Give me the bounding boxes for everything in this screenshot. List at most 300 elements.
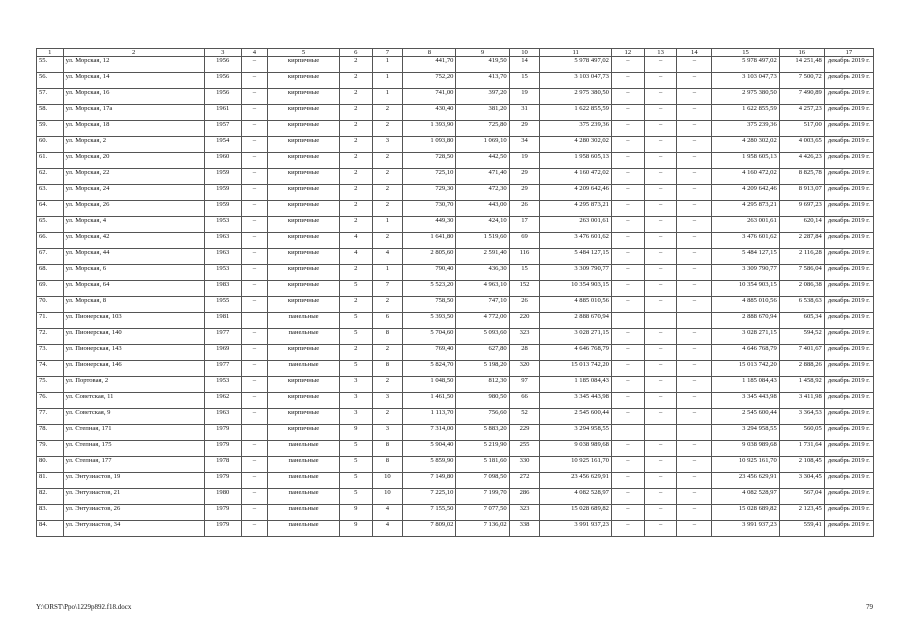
table-cell-col-10: 323 <box>509 329 540 345</box>
table-cell-col-14: – <box>677 201 712 217</box>
table-cell-col-12: – <box>611 121 644 137</box>
table-cell-col-3: 1956 <box>204 73 241 89</box>
table-cell-col-17: декабрь 2019 г. <box>824 137 873 153</box>
table-cell-col-9: 5 883,20 <box>456 425 509 441</box>
table-cell-col-17: декабрь 2019 г. <box>824 409 873 425</box>
table-cell-col-4: – <box>241 217 268 233</box>
table-cell-col-10: 229 <box>509 425 540 441</box>
table-cell-col-2: ул. Морская, 16 <box>63 89 204 105</box>
table-cell-col-14: – <box>677 57 712 73</box>
column-number-2: 2 <box>63 49 204 57</box>
table-cell-col-8: 5 393,50 <box>403 313 456 329</box>
table-cell-col-11: 5 484 127,15 <box>540 249 612 265</box>
table-cell-col-5: кирпичные <box>268 185 340 201</box>
table-cell-col-15: 5 484 127,15 <box>712 249 780 265</box>
table-cell-col-17: декабрь 2019 г. <box>824 345 873 361</box>
column-number-3: 3 <box>204 49 241 57</box>
table-cell-col-4: – <box>241 185 268 201</box>
table-cell-col-9: 812,30 <box>456 377 509 393</box>
table-cell-col-12: – <box>611 169 644 185</box>
table-cell-col-3: 1963 <box>204 233 241 249</box>
table-cell-col-1: 83. <box>37 505 64 521</box>
table-cell-col-8: 7 155,50 <box>403 505 456 521</box>
table-cell-col-15: 5 978 497,02 <box>712 57 780 73</box>
table-cell-col-13: – <box>644 265 677 281</box>
column-number-1: 1 <box>37 49 64 57</box>
table-cell-col-14: – <box>677 345 712 361</box>
table-row <box>37 521 874 537</box>
table-cell-col-10: 255 <box>509 441 540 457</box>
table-cell-col-11: 4 295 873,21 <box>540 201 612 217</box>
table-cell-col-1: 61. <box>37 153 64 169</box>
table-cell-col-8: 729,30 <box>403 185 456 201</box>
table-row <box>37 329 874 345</box>
table-cell-col-3: 1963 <box>204 249 241 265</box>
table-cell-col-17: декабрь 2019 г. <box>824 249 873 265</box>
table-cell-col-12: – <box>611 201 644 217</box>
table-cell-col-3: 1953 <box>204 217 241 233</box>
table-cell-col-16: 2 123,45 <box>779 505 824 521</box>
table-cell-col-11: 3 476 601,62 <box>540 233 612 249</box>
table-cell-col-11: 23 456 629,91 <box>540 473 612 489</box>
table-cell-col-4: – <box>241 281 268 297</box>
table-cell-col-17: декабрь 2019 г. <box>824 57 873 73</box>
table-cell-col-6: 5 <box>339 313 372 329</box>
table-cell-col-4: – <box>241 409 268 425</box>
table-cell-col-2: ул. Морская, 44 <box>63 249 204 265</box>
table-cell-col-14: – <box>677 393 712 409</box>
table-cell-col-9: 436,30 <box>456 265 509 281</box>
table-cell-col-16: 517,00 <box>779 121 824 137</box>
table-cell-col-13: – <box>644 89 677 105</box>
table-cell-col-1: 67. <box>37 249 64 265</box>
table-cell-col-14: – <box>677 377 712 393</box>
table-cell-col-11: 375 239,36 <box>540 121 612 137</box>
table-cell-col-3: 1957 <box>204 121 241 137</box>
table-cell-col-3: 1979 <box>204 441 241 457</box>
table-cell-col-16: 8 825,78 <box>779 169 824 185</box>
table-cell-col-4: – <box>241 297 268 313</box>
table-cell-col-11: 3 991 937,23 <box>540 521 612 537</box>
table-cell-col-10: 320 <box>509 361 540 377</box>
table-cell-col-6: 3 <box>339 409 372 425</box>
table-cell-col-8: 769,40 <box>403 345 456 361</box>
table-cell-col-5: панельные <box>268 521 340 537</box>
column-number-11: 11 <box>540 49 612 57</box>
table-cell-col-10: 28 <box>509 345 540 361</box>
table-cell-col-14: – <box>677 297 712 313</box>
table-cell-col-14: – <box>677 137 712 153</box>
table-cell-col-1: 58. <box>37 105 64 121</box>
table-cell-col-13: – <box>644 345 677 361</box>
table-cell-col-15: 4 885 010,56 <box>712 297 780 313</box>
table-cell-col-4: – <box>241 105 268 121</box>
table-cell-col-9: 4 772,00 <box>456 313 509 329</box>
table-cell-col-12: – <box>611 377 644 393</box>
table-cell-col-8: 5 704,60 <box>403 329 456 345</box>
table-cell-col-5: кирпичные <box>268 409 340 425</box>
table-cell-col-7: 8 <box>372 329 403 345</box>
table-row <box>37 105 874 121</box>
table-cell-col-11: 1 185 084,43 <box>540 377 612 393</box>
table-cell-col-14: – <box>677 169 712 185</box>
table-cell-col-12: – <box>611 297 644 313</box>
table-cell-col-12: – <box>611 153 644 169</box>
table-cell-col-8: 1 113,70 <box>403 409 456 425</box>
table-cell-col-9: 1 069,10 <box>456 137 509 153</box>
table-cell-col-14 <box>677 425 712 441</box>
table-cell-col-9: 5 181,60 <box>456 457 509 473</box>
table-cell-col-1: 77. <box>37 409 64 425</box>
table-cell-col-15: 3 345 443,98 <box>712 393 780 409</box>
table-cell-col-13: – <box>644 105 677 121</box>
table-cell-col-9: 413,70 <box>456 73 509 89</box>
table-row <box>37 265 874 281</box>
table-cell-col-12: – <box>611 217 644 233</box>
table-cell-col-3: 1956 <box>204 57 241 73</box>
table-cell-col-2: ул. Энтузиастов, 34 <box>63 521 204 537</box>
table-cell-col-5: кирпичные <box>268 57 340 73</box>
table-cell-col-13 <box>644 425 677 441</box>
table-cell-col-6: 2 <box>339 57 372 73</box>
table-cell-col-4: – <box>241 457 268 473</box>
table-cell-col-5: кирпичные <box>268 121 340 137</box>
table-cell-col-11: 1 958 605,13 <box>540 153 612 169</box>
table-cell-col-16: 3 304,45 <box>779 473 824 489</box>
table-cell-col-2: ул. Морская, 64 <box>63 281 204 297</box>
table-cell-col-13: – <box>644 441 677 457</box>
table-cell-col-6: 2 <box>339 169 372 185</box>
table-row <box>37 505 874 521</box>
table-cell-col-3: 1962 <box>204 393 241 409</box>
table-cell-col-17: декабрь 2019 г. <box>824 489 873 505</box>
table-cell-col-4: – <box>241 377 268 393</box>
column-number-8: 8 <box>403 49 456 57</box>
table-cell-col-17: декабрь 2019 г. <box>824 73 873 89</box>
table-cell-col-3: 1983 <box>204 281 241 297</box>
table-cell-col-4: – <box>241 153 268 169</box>
table-cell-col-5: кирпичные <box>268 377 340 393</box>
table-cell-col-14: – <box>677 185 712 201</box>
table-cell-col-11: 263 001,61 <box>540 217 612 233</box>
table-cell-col-16: 7 500,72 <box>779 73 824 89</box>
table-cell-col-1: 70. <box>37 297 64 313</box>
table-cell-col-15: 3 294 958,55 <box>712 425 780 441</box>
table-cell-col-7: 4 <box>372 521 403 537</box>
table-cell-col-12: – <box>611 345 644 361</box>
table-cell-col-12: – <box>611 393 644 409</box>
table-cell-col-15: 263 001,61 <box>712 217 780 233</box>
table-cell-col-1: 68. <box>37 265 64 281</box>
table-cell-col-15: 4 646 768,79 <box>712 345 780 361</box>
table-cell-col-1: 80. <box>37 457 64 473</box>
table-cell-col-17: декабрь 2019 г. <box>824 393 873 409</box>
table-cell-col-16: 594,52 <box>779 329 824 345</box>
table-cell-col-5: кирпичные <box>268 393 340 409</box>
table-cell-col-13: – <box>644 57 677 73</box>
table-cell-col-11: 4 160 472,02 <box>540 169 612 185</box>
table-cell-col-8: 2 805,60 <box>403 249 456 265</box>
table-cell-col-2: ул. Энтузиастов, 19 <box>63 473 204 489</box>
table-cell-col-16: 6 538,63 <box>779 297 824 313</box>
table-cell-col-16: 2 888,26 <box>779 361 824 377</box>
table-cell-col-14: – <box>677 441 712 457</box>
table-cell-col-3: 1979 <box>204 473 241 489</box>
table-cell-col-6: 9 <box>339 521 372 537</box>
table-cell-col-15: 3 103 047,73 <box>712 73 780 89</box>
table-cell-col-3: 1953 <box>204 377 241 393</box>
table-cell-col-8: 5 859,90 <box>403 457 456 473</box>
table-cell-col-8: 5 523,20 <box>403 281 456 297</box>
table-cell-col-17: декабрь 2019 г. <box>824 121 873 137</box>
table-cell-col-10: 97 <box>509 377 540 393</box>
table-cell-col-13: – <box>644 233 677 249</box>
table-cell-col-6: 2 <box>339 345 372 361</box>
table-row <box>37 345 874 361</box>
table-cell-col-15: 4 082 528,97 <box>712 489 780 505</box>
table-row <box>37 489 874 505</box>
table-cell-col-14: – <box>677 457 712 473</box>
table-row <box>37 121 874 137</box>
column-number-17: 17 <box>824 49 873 57</box>
table-cell-col-6: 9 <box>339 505 372 521</box>
table-cell-col-6: 5 <box>339 329 372 345</box>
table-cell-col-1: 72. <box>37 329 64 345</box>
table-cell-col-3: 1979 <box>204 425 241 441</box>
table-cell-col-15: 1 622 855,59 <box>712 105 780 121</box>
table-cell-col-10: 330 <box>509 457 540 473</box>
table-cell-col-6: 2 <box>339 265 372 281</box>
table-cell-col-5: кирпичные <box>268 249 340 265</box>
table-cell-col-16: 4 257,23 <box>779 105 824 121</box>
table-cell-col-7: 10 <box>372 489 403 505</box>
table-cell-col-17: декабрь 2019 г. <box>824 265 873 281</box>
table-cell-col-4: – <box>241 233 268 249</box>
table-cell-col-2: ул. Портовая, 2 <box>63 377 204 393</box>
table-cell-col-1: 75. <box>37 377 64 393</box>
table-cell-col-9: 471,40 <box>456 169 509 185</box>
table-cell-col-16: 1 458,92 <box>779 377 824 393</box>
table-cell-col-2: ул. Пионерская, 143 <box>63 345 204 361</box>
table-cell-col-13: – <box>644 329 677 345</box>
table-cell-col-3: 1959 <box>204 169 241 185</box>
address-program-table <box>36 48 874 537</box>
table-cell-col-5: кирпичные <box>268 169 340 185</box>
table-cell-col-8: 1 048,50 <box>403 377 456 393</box>
table-cell-col-5: панельные <box>268 489 340 505</box>
table-cell-col-3: 1980 <box>204 489 241 505</box>
table-cell-col-6: 2 <box>339 153 372 169</box>
table-cell-col-13: – <box>644 409 677 425</box>
table-cell-col-11: 15 028 689,82 <box>540 505 612 521</box>
table-cell-col-8: 441,70 <box>403 57 456 73</box>
table-row <box>37 361 874 377</box>
table-cell-col-13: – <box>644 201 677 217</box>
table-cell-col-5: кирпичные <box>268 105 340 121</box>
table-cell-col-3: 1959 <box>204 201 241 217</box>
table-cell-col-15: 3 991 937,23 <box>712 521 780 537</box>
table-cell-col-3: 1969 <box>204 345 241 361</box>
table-cell-col-13: – <box>644 505 677 521</box>
table-cell-col-2: ул. Степная, 177 <box>63 457 204 473</box>
table-cell-col-5: кирпичные <box>268 297 340 313</box>
table-cell-col-10: 323 <box>509 505 540 521</box>
table-cell-col-13: – <box>644 169 677 185</box>
table-cell-col-14: – <box>677 217 712 233</box>
table-cell-col-4: – <box>241 521 268 537</box>
table-cell-col-16: 2 116,28 <box>779 249 824 265</box>
table-cell-col-10: 19 <box>509 89 540 105</box>
table-cell-col-16: 8 913,07 <box>779 185 824 201</box>
table-cell-col-15: 2 888 670,94 <box>712 313 780 329</box>
table-cell-col-10: 29 <box>509 121 540 137</box>
table-cell-col-6: 4 <box>339 249 372 265</box>
table-row <box>37 473 874 489</box>
table-cell-col-12: – <box>611 441 644 457</box>
table-cell-col-14: – <box>677 489 712 505</box>
table-cell-col-3: 1954 <box>204 137 241 153</box>
table-cell-col-12: – <box>611 233 644 249</box>
table-cell-col-12: – <box>611 457 644 473</box>
table-cell-col-16: 2 086,38 <box>779 281 824 297</box>
table-cell-col-17: декабрь 2019 г. <box>824 361 873 377</box>
table-cell-col-5: панельные <box>268 361 340 377</box>
table-cell-col-1: 74. <box>37 361 64 377</box>
table-cell-col-13: – <box>644 361 677 377</box>
table-cell-col-3: 1959 <box>204 185 241 201</box>
table-cell-col-14 <box>677 313 712 329</box>
table-cell-col-6: 2 <box>339 297 372 313</box>
table-cell-col-8: 1 093,80 <box>403 137 456 153</box>
table-cell-col-12: – <box>611 409 644 425</box>
table-cell-col-17: декабрь 2019 г. <box>824 169 873 185</box>
table-cell-col-17: декабрь 2019 г. <box>824 217 873 233</box>
table-cell-col-5: панельные <box>268 473 340 489</box>
table-cell-col-13: – <box>644 457 677 473</box>
table-cell-col-2: ул. Советская, 11 <box>63 393 204 409</box>
table-cell-col-12: – <box>611 185 644 201</box>
table-cell-col-9: 725,80 <box>456 121 509 137</box>
table-cell-col-4: – <box>241 57 268 73</box>
table-cell-col-5: кирпичные <box>268 265 340 281</box>
table-cell-col-1: 82. <box>37 489 64 505</box>
table-cell-col-11: 15 013 742,20 <box>540 361 612 377</box>
table-cell-col-12: – <box>611 361 644 377</box>
table-cell-col-15: 10 354 903,15 <box>712 281 780 297</box>
table-cell-col-17: декабрь 2019 г. <box>824 153 873 169</box>
table-cell-col-13: – <box>644 377 677 393</box>
table-cell-col-7: 1 <box>372 89 403 105</box>
table-cell-col-1: 65. <box>37 217 64 233</box>
table-row <box>37 425 874 441</box>
table-cell-col-8: 725,10 <box>403 169 456 185</box>
table-cell-col-4: – <box>241 89 268 105</box>
table-cell-col-17: декабрь 2019 г. <box>824 377 873 393</box>
table-cell-col-11: 5 978 497,02 <box>540 57 612 73</box>
column-number-13: 13 <box>644 49 677 57</box>
page-number: 79 <box>866 603 873 611</box>
table-cell-col-9: 5 198,20 <box>456 361 509 377</box>
table-cell-col-10: 26 <box>509 201 540 217</box>
table-cell-col-8: 758,50 <box>403 297 456 313</box>
table-cell-col-14: – <box>677 249 712 265</box>
table-cell-col-14: – <box>677 505 712 521</box>
table-cell-col-11: 10 925 161,70 <box>540 457 612 473</box>
table-cell-col-2: ул. Морская, 6 <box>63 265 204 281</box>
table-cell-col-15: 23 456 629,91 <box>712 473 780 489</box>
table-cell-col-3: 1956 <box>204 89 241 105</box>
table-cell-col-13: – <box>644 473 677 489</box>
table-cell-col-5: панельные <box>268 457 340 473</box>
table-cell-col-15: 2 975 380,50 <box>712 89 780 105</box>
table-row <box>37 185 874 201</box>
table-cell-col-11: 3 309 790,77 <box>540 265 612 281</box>
table-cell-col-7: 2 <box>372 153 403 169</box>
table-cell-col-5: кирпичные <box>268 345 340 361</box>
table-cell-col-10: 19 <box>509 153 540 169</box>
table-cell-col-12: – <box>611 505 644 521</box>
table-cell-col-13: – <box>644 153 677 169</box>
table-cell-col-16: 7 401,67 <box>779 345 824 361</box>
table-cell-col-2: ул. Морская, 4 <box>63 217 204 233</box>
table-cell-col-11: 4 885 010,56 <box>540 297 612 313</box>
table-cell-col-17: декабрь 2019 г. <box>824 521 873 537</box>
table-cell-col-7: 2 <box>372 121 403 137</box>
table-cell-col-16: 4 003,65 <box>779 137 824 153</box>
table-cell-col-9: 7 136,02 <box>456 521 509 537</box>
table-cell-col-8: 449,30 <box>403 217 456 233</box>
table-cell-col-16: 3 364,53 <box>779 409 824 425</box>
table-cell-col-6: 2 <box>339 217 372 233</box>
table-cell-col-1: 76. <box>37 393 64 409</box>
table-cell-col-6: 5 <box>339 361 372 377</box>
table-cell-col-12: – <box>611 473 644 489</box>
column-number-7: 7 <box>372 49 403 57</box>
table-cell-col-17: декабрь 2019 г. <box>824 281 873 297</box>
table-cell-col-11: 2 545 600,44 <box>540 409 612 425</box>
table-cell-col-5: кирпичные <box>268 73 340 89</box>
table-cell-col-14: – <box>677 329 712 345</box>
table-cell-col-14: – <box>677 89 712 105</box>
table-row <box>37 217 874 233</box>
table-cell-col-10: 29 <box>509 169 540 185</box>
table-row <box>37 153 874 169</box>
table-cell-col-12: – <box>611 249 644 265</box>
table-cell-col-6: 3 <box>339 393 372 409</box>
table-cell-col-11: 9 038 989,68 <box>540 441 612 457</box>
table-cell-col-8: 1 461,50 <box>403 393 456 409</box>
table-cell-col-7: 2 <box>372 297 403 313</box>
table-cell-col-15: 15 028 689,82 <box>712 505 780 521</box>
table-cell-col-17: декабрь 2019 г. <box>824 233 873 249</box>
table-cell-col-8: 1 641,80 <box>403 233 456 249</box>
table-row <box>37 313 874 329</box>
table-row <box>37 137 874 153</box>
table-cell-col-15: 1 185 084,43 <box>712 377 780 393</box>
table-cell-col-6: 5 <box>339 441 372 457</box>
table-cell-col-7: 4 <box>372 505 403 521</box>
table-cell-col-3: 1963 <box>204 409 241 425</box>
table-cell-col-5: панельные <box>268 441 340 457</box>
table-cell-col-8: 752,20 <box>403 73 456 89</box>
table-cell-col-4: – <box>241 473 268 489</box>
table-cell-col-17: декабрь 2019 г. <box>824 185 873 201</box>
table-cell-col-11: 4 082 528,97 <box>540 489 612 505</box>
table-cell-col-12: – <box>611 521 644 537</box>
table-cell-col-1: 69. <box>37 281 64 297</box>
table-cell-col-2: ул. Морская, 2 <box>63 137 204 153</box>
table-cell-col-4: – <box>241 393 268 409</box>
